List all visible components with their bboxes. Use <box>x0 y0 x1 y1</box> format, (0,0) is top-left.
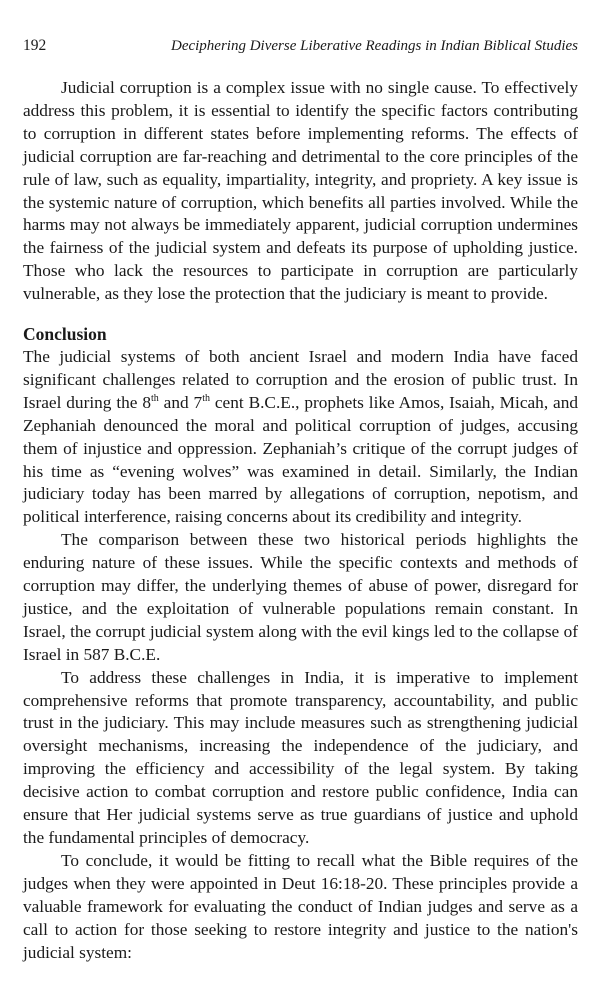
ordinal-suffix: th <box>202 393 210 405</box>
paragraph-judicial-corruption: Judicial corruption is a complex issue with no single cause. To effectively address this problem, it is essential to identify the specific factors contributing to corruption in different states before implementing reforms. The effects of judicial corruption are far-reaching and detrimental to the core principles of the rule of law, such as equality, impartiality, integrity, and propriety. A key issue is the systemic nature of corruption, which benefits all parties involved. While the harms may not always be immediately apparent, judicial corruption undermines the fairness of the judicial system and defeats its purpose of upholding justice. Those who lack the resources to participate in corruption are particularly vulnerable, as they lose the protection that the judiciary is meant to provide. <box>23 78 578 304</box>
paragraph-text: and 7 <box>158 392 203 412</box>
paragraph-to-conclude: To conclude, it would be fitting to recall what the Bible requires of the judges when they were appointed in Deut 16:18-20. These principles provide a valuable framework for evaluating the conduct of Indian judges and serve as a call to action for those seeking to restore integrity and justice to the nation's judicial system: <box>23 850 578 962</box>
section-heading-conclusion: Conclusion <box>23 324 107 345</box>
page-number: 192 <box>23 37 47 54</box>
page-body <box>23 77 578 964</box>
paragraph-text: cent B.C.E., prophets like Amos, Isaiah, Micah, and Zephaniah denounced the moral and political corruption of judges, accusing them of injustice and oppression. Zephaniah’s critique of the corrupt judges of his time as “evening wolves” was examined in detail. Similarly, the Indian judiciary today has been marred by allegations of corruption, nepotism, and political interference, raising concerns about its credibility and integrity. <box>23 392 578 527</box>
paragraph-text: The judicial systems of both ancient Israel and modern India have faced significant challenges related to corruption and the erosion of public trust. In Israel during the 8 <box>23 346 578 412</box>
paragraph-comparison: The comparison between these two historical periods highlights the enduring nature of these issues. While the specific contexts and methods of corruption may differ, the underlying themes of abuse of power, disregard for justice, and the exploitation of vulnerable populations remain constant. In Israel, the corrupt judicial system along with the evil kings led to the collapse of Israel in 587 B.C.E. <box>23 530 578 664</box>
page-header <box>23 37 578 55</box>
ordinal-suffix: th <box>150 393 159 405</box>
paragraph-reforms: To address these challenges in India, it is imperative to implement comprehensive reforms that promote transparency, accountability, and public trust in the judiciary. This may include measures such as strengthening judicial oversight mechanisms, increasing the independence of the judiciary, and improving the efficiency and accessibility of the legal system. By taking decisive action to combat corruption and restore public confidence, India can ensure that Her judicial systems serve as true guardians of justice and uphold the fundamental principles of democracy. <box>23 667 578 847</box>
paragraph-conclusion-intro <box>23 346 578 529</box>
running-title: Deciphering Diverse Liberative Readings in Indian Biblical Studies <box>170 38 578 54</box>
